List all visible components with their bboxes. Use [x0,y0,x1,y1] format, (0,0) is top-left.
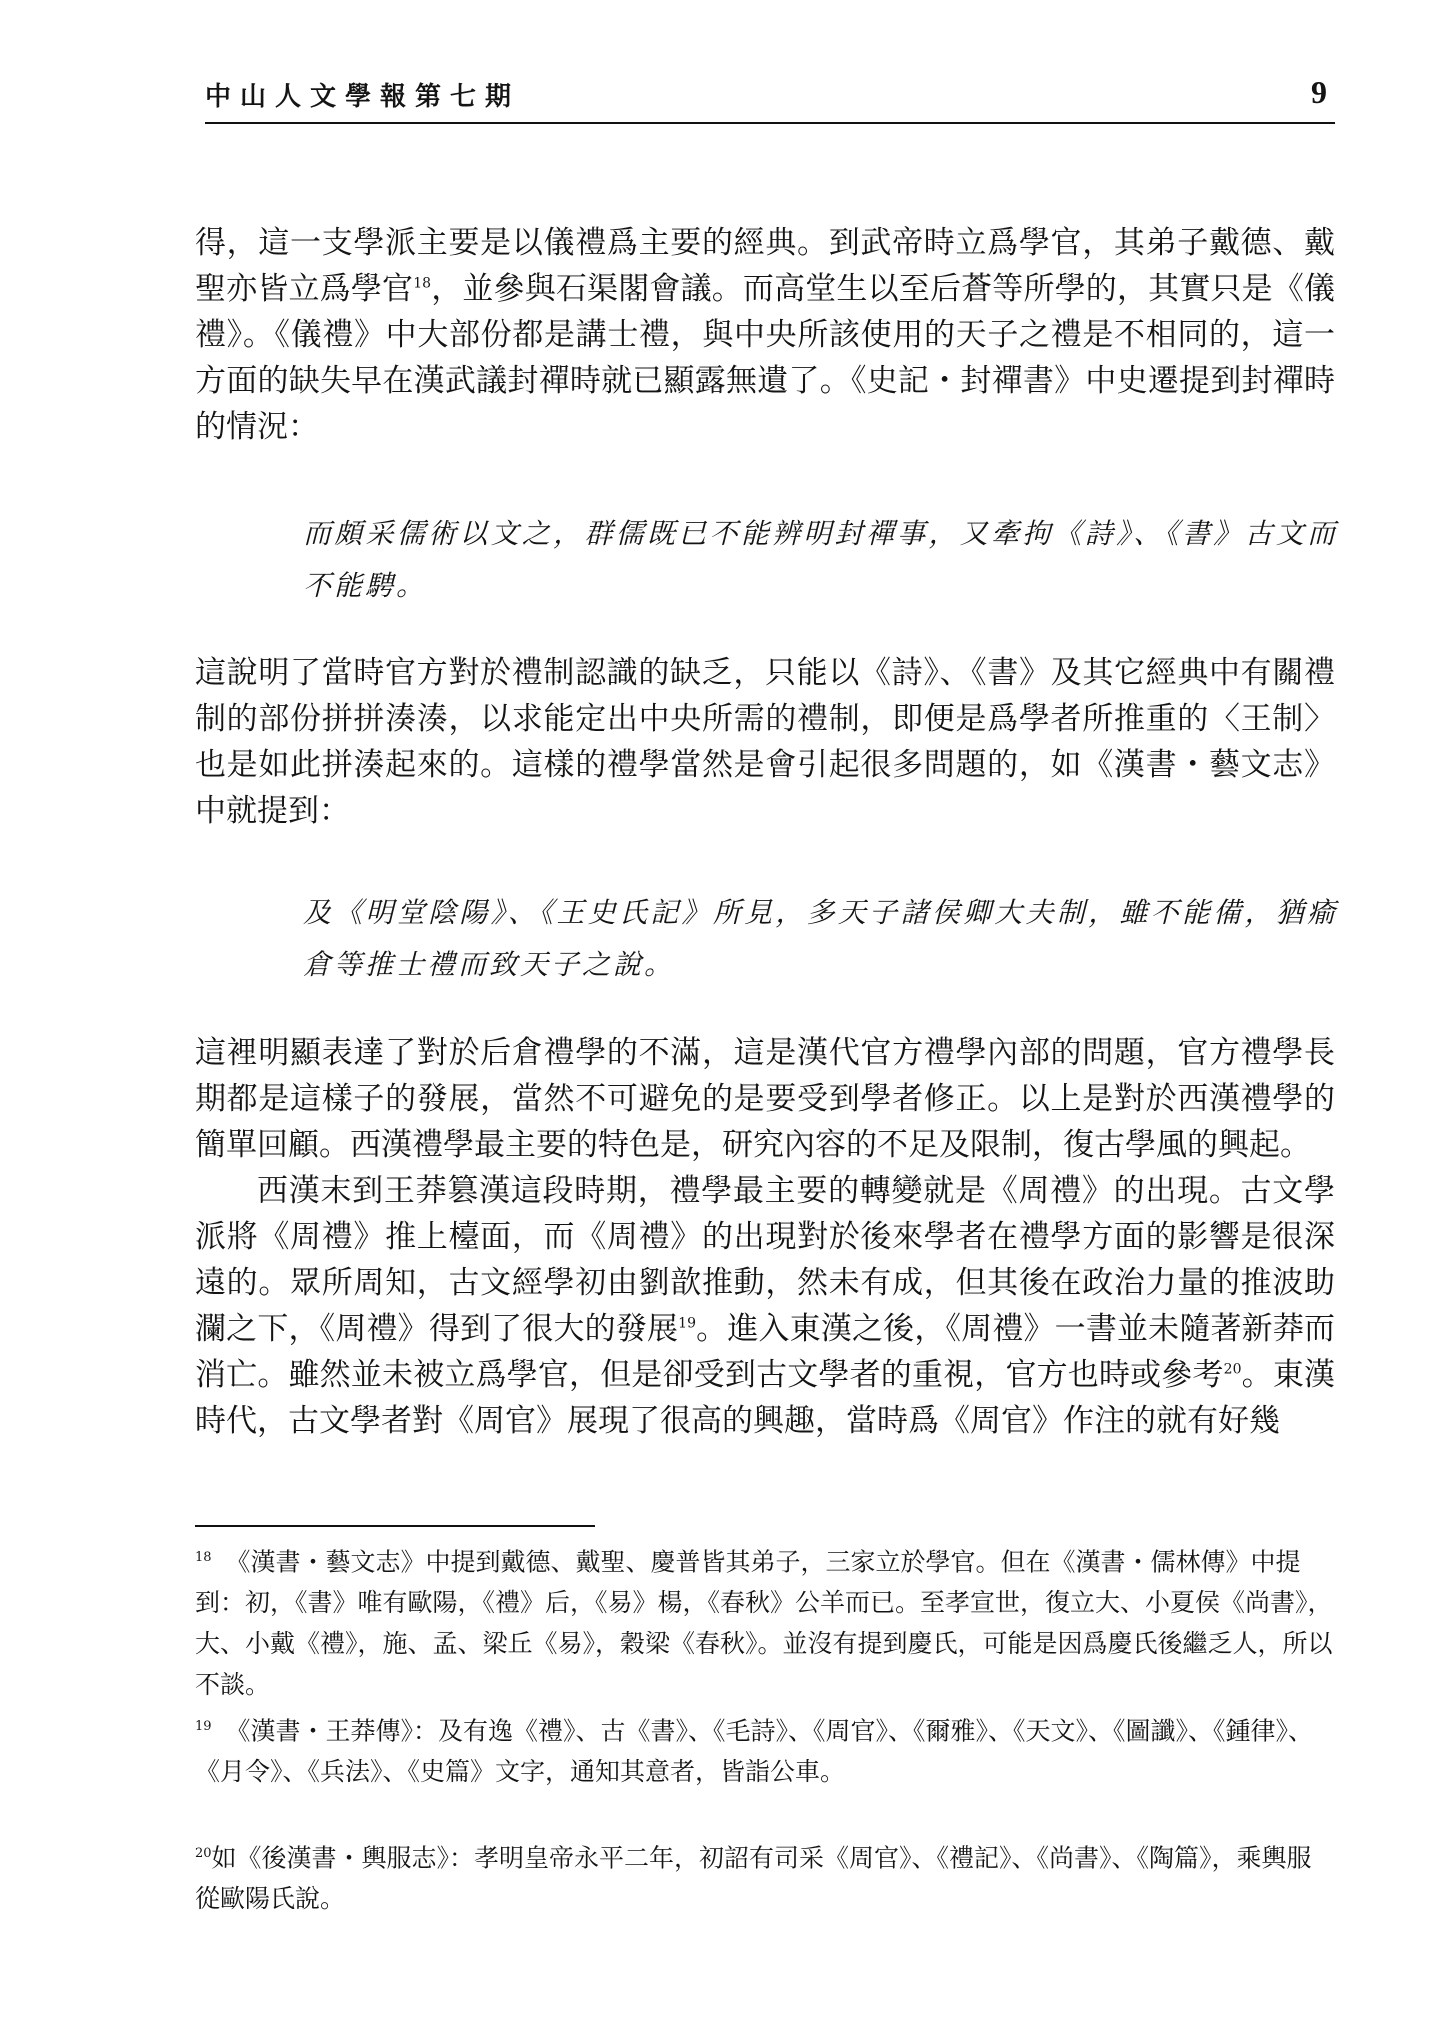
footnote-18 [195,1537,1335,1705]
footnote-number: 20 [195,1846,212,1861]
footnote-text: 《漢書・王莽傳》：及有逸《禮》、古《書》、《毛詩》、《周官》、《爾雅》、《天文》、《圖讖》、《鍾律》、《月令》、《兵法》、《史篇》文字，通知其意者，皆詣公車。 [195,1716,1314,1787]
footnote-text: 《漢書・藝文志》中提到戴德、戴聖、慶普皆其弟子，三家立於學官。但在《漢書・儒林傳》中提到：初，《書》唯有歐陽，《禮》后，《易》楊，《春秋》公羊而已。至孝宣世，復立大、小夏侯《尚書》，大、小戴《禮》，施、孟、梁丘《易》，穀梁《春秋》。並沒有提到慶氏，可能是因爲慶氏後繼乏人，所以不談。 [195,1547,1333,1700]
body-paragraph-4 [195,1168,1335,1444]
paragraph-text: 西漢末到王莽篡漢這段時期，禮學最主要的轉變就是《周禮》的出現。古文學派將《周禮》推上檯面，而《周禮》的出現對於後來學者在禮學方面的影響是很深遠的。眾所周知，古文經學初由劉歆推動，然未有成，但其後在政治力量的推波助瀾之下，《周禮》得到了很大的發展 [195,1173,1335,1347]
block-quote-shiji: 而頗采儒術以文之，群儒既已不能辨明封禪事，又牽拘《詩》、《書》古文而不能騁。 [303,517,1338,602]
paragraph-text: 。進入東漢之後，《周禮》一書並未隨著新莽而消亡。雖然並未被立爲學官，但是卻受到古文學者的重視，官方也時或參考 [195,1311,1336,1393]
footnote-divider [195,1525,595,1527]
journal-title: 中山人文學報第七期 [205,82,521,112]
footnote-ref-20[interactable]: 20 [1223,1361,1242,1378]
running-header [205,72,1335,124]
footnote-19 [195,1706,1335,1792]
footnote-ref-18[interactable]: 18 [413,275,432,292]
footnote-number: 18 [195,1550,212,1565]
page-number: 9 [1311,74,1327,110]
paragraph-text: ，並參與石渠閣會議。而高堂生以至后蒼等所學的，其實只是《儀禮》。《儀禮》中大部份都是講士禮，與中央所該使用的天子之禮是不相同的，這一方面的缺失早在漢武議封禪時就已顯露無遺了。《史記・封禪書》中史遷提到封禪時的情況： [195,271,1335,445]
body-paragraph-3: 這裡明顯表達了對於后倉禮學的不滿，這是漢代官方禮學內部的問題，官方禮學長期都是這樣子的發展，當然不可避免的是要受到學者修正。以上是對於西漢禮學的簡單回顧。西漢禮學最主要的特色是，研究內容的不足及限制，復古學風的興起。 [195,1035,1335,1163]
body-paragraph-1 [195,220,1335,450]
footnote-ref-19[interactable]: 19 [678,1315,696,1332]
paragraph-text: 。東漢時代，古文學者對《周官》展現了很高的興趣，當時爲《周官》作注的就有好幾 [195,1357,1335,1439]
paragraph-text: 得，這一支學派主要是以儀禮爲主要的經典。到武帝時立爲學官，其弟子戴德、戴聖亦皆立爲學官 [195,225,1335,307]
body-paragraph-2: 這說明了當時官方對於禮制認識的缺乏，只能以《詩》、《書》及其它經典中有關禮制的部份拼拼湊湊，以求能定出中央所需的禮制，即便是爲學者所推重的〈王制〉也是如此拼湊起來的。這樣的禮學當然是會引起很多問題的，如《漢書・藝文志》中就提到： [195,655,1335,829]
footnote-20 [195,1833,1335,1919]
block-quote-hanshu: 及《明堂陰陽》、《王史氏記》所見，多天子諸侯卿大夫制，雖不能備，猶瘉倉等推士禮而致天子之說。 [303,896,1338,981]
footnote-number: 19 [195,1719,212,1734]
footnote-text: 如《後漢書・輿服志》：孝明皇帝永平二年，初詔有司采《周官》、《禮記》、《尚書》、《陶篇》，乘輿服從歐陽氏說。 [195,1843,1312,1914]
